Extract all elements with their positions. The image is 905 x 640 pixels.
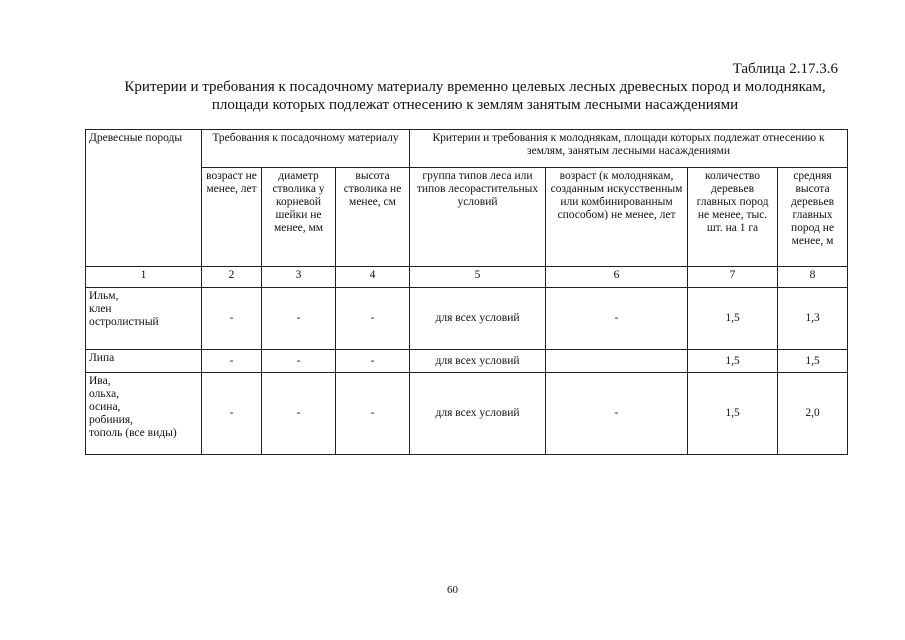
table-cell: 1,5 <box>688 373 778 455</box>
header-avg-height: средняя высота деревьев главных пород не менее, м <box>778 168 848 267</box>
table-cell: - <box>202 350 262 373</box>
header-species: Древесные породы <box>86 130 202 267</box>
table-cell: 1,5 <box>688 288 778 350</box>
column-number: 1 <box>86 267 202 288</box>
table-cell: 1,5 <box>688 350 778 373</box>
species-line: ольха, <box>89 388 120 400</box>
caption-line-2: площади которых подлежат отнесению к землям занятым лесными насаждениями <box>211 97 739 113</box>
table-number: Таблица 2.17.3.6 <box>732 61 838 77</box>
column-number: 3 <box>262 267 336 288</box>
column-number: 7 <box>688 267 778 288</box>
header-young-group: Критерии и требования к молоднякам, площади которых подлежат отнесению к землям, занятым лесными насаждениями <box>410 130 848 168</box>
table-cell: для всех условий <box>410 350 546 373</box>
table-cell: - <box>262 373 336 455</box>
table-cell: - <box>546 373 688 455</box>
column-number: 6 <box>546 267 688 288</box>
table-cell: - <box>336 373 410 455</box>
species-line: остролистный <box>89 316 159 328</box>
table-row <box>86 350 848 373</box>
caption-line-1: Критерии и требования к посадочному материалу временно целевых лесных древесных пород и молоднякам, <box>124 79 826 95</box>
table-row <box>86 373 848 455</box>
table-cell: - <box>262 350 336 373</box>
table-cell: для всех условий <box>410 373 546 455</box>
species-line: Липа <box>89 352 115 364</box>
species-cell <box>86 373 202 455</box>
header-forest-type: группа типов леса или типов лесорастительных условий <box>410 168 546 267</box>
page-number: 60 <box>447 584 458 596</box>
table-cell: 1,3 <box>778 288 848 350</box>
column-number-row <box>86 267 848 288</box>
species-line: Ива, <box>89 375 111 387</box>
species-line: клен <box>89 303 112 315</box>
table-cell: - <box>202 288 262 350</box>
table-cell: - <box>336 288 410 350</box>
header-row <box>86 130 848 168</box>
table-cell: 1,5 <box>778 350 848 373</box>
header-height: высота стволика не менее, см <box>336 168 410 267</box>
header-diameter: диаметр стволика у корневой шейки не менее, мм <box>262 168 336 267</box>
table-cell: - <box>202 373 262 455</box>
species-line: тополь (все виды) <box>89 427 177 439</box>
table-cell: - <box>262 288 336 350</box>
table-caption <box>80 78 870 114</box>
header-age: возраст не менее, лет <box>202 168 262 267</box>
table-row <box>86 288 848 350</box>
table-cell: - <box>336 350 410 373</box>
species-line: осина, <box>89 401 121 413</box>
table-cell: для всех условий <box>410 288 546 350</box>
column-number: 8 <box>778 267 848 288</box>
species-line: робиния, <box>89 414 133 426</box>
header-planting-group: Требования к посадочному материалу <box>202 130 410 168</box>
table-cell: - <box>546 288 688 350</box>
column-number: 4 <box>336 267 410 288</box>
criteria-table <box>85 129 848 455</box>
species-line: Ильм, <box>89 290 119 302</box>
column-number: 5 <box>410 267 546 288</box>
species-cell <box>86 350 202 373</box>
species-cell <box>86 288 202 350</box>
column-number: 2 <box>202 267 262 288</box>
header-young-age: возраст (к молоднякам, созданным искусственным или комбинированным способом) не менее, лет <box>546 168 688 267</box>
table-cell: 2,0 <box>778 373 848 455</box>
table-cell <box>546 350 688 373</box>
header-count: количество деревьев главных пород не менее, тыс. шт. на 1 га <box>688 168 778 267</box>
